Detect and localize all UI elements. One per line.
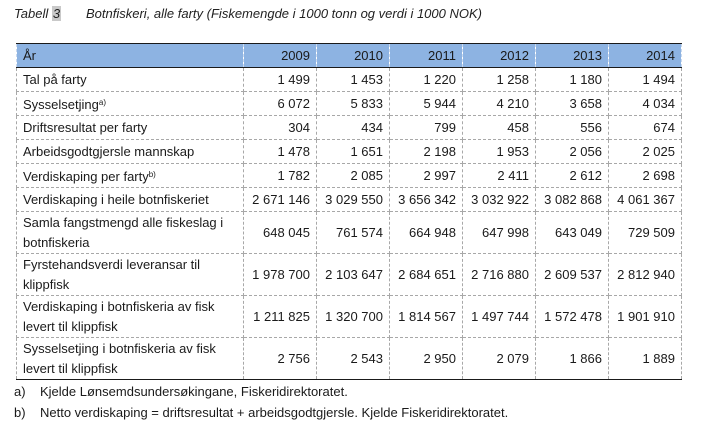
row-label: Arbeidsgodtgjersle mannskap: [23, 143, 195, 159]
value-cell: 1 478: [244, 140, 317, 164]
value-cell: 3 029 550: [317, 188, 390, 212]
table-row: [17, 68, 682, 92]
row-label: Sysselsetjing: [23, 96, 99, 112]
value-cell: 2 812 940: [609, 254, 682, 296]
value-cell: 1 889: [609, 338, 682, 380]
row-label: Tal på farty: [23, 71, 87, 87]
value-cell: 2 025: [609, 140, 682, 164]
value-cell: 1 258: [463, 68, 536, 92]
value-cell: 1 901 910: [609, 296, 682, 338]
footnote-text: Netto verdiskaping = driftsresultat + arbeidsgodtgjersle. Kjelde Fiskeridirektoratet.: [40, 405, 509, 420]
value-cell: 1 782: [244, 164, 317, 188]
row-label-cell: [17, 68, 244, 92]
value-cell: 2 079: [463, 338, 536, 380]
value-cell: 648 045: [244, 212, 317, 254]
value-cell: 729 509: [609, 212, 682, 254]
header-year: 2010: [317, 44, 390, 68]
value-cell: 674: [609, 116, 682, 140]
value-cell: 2 198: [390, 140, 463, 164]
header-year: 2014: [609, 44, 682, 68]
table-row: [17, 116, 682, 140]
table-caption: [14, 6, 482, 21]
data-table: [16, 43, 682, 380]
row-label: Sysselsetjing i botnfiskeria av fisk levert til klippfisk: [23, 340, 216, 376]
table-row: [17, 254, 682, 296]
table-row: [17, 338, 682, 380]
value-cell: 5 944: [390, 92, 463, 116]
value-cell: 304: [244, 116, 317, 140]
header-year: 2012: [463, 44, 536, 68]
value-cell: 3 082 868: [536, 188, 609, 212]
value-cell: 799: [390, 116, 463, 140]
value-cell: 664 948: [390, 212, 463, 254]
value-cell: 556: [536, 116, 609, 140]
value-cell: 1 572 478: [536, 296, 609, 338]
value-cell: 458: [463, 116, 536, 140]
value-cell: 2 612: [536, 164, 609, 188]
footnote-ref: b): [148, 169, 156, 179]
row-label-cell: [17, 140, 244, 164]
value-cell: 3 658: [536, 92, 609, 116]
value-cell: 2 698: [609, 164, 682, 188]
footnotes: [14, 381, 508, 423]
row-label: Driftsresultat per farty: [23, 119, 148, 135]
footnote-ref: a): [98, 97, 106, 107]
value-cell: 761 574: [317, 212, 390, 254]
value-cell: 1 651: [317, 140, 390, 164]
table-row: [17, 296, 682, 338]
row-label-cell: [17, 92, 244, 116]
header-year: 2009: [244, 44, 317, 68]
value-cell: 1 211 825: [244, 296, 317, 338]
value-cell: 2 756: [244, 338, 317, 380]
row-label-cell: [17, 296, 244, 338]
footnote-mark: b): [14, 405, 26, 420]
row-label-cell: [17, 254, 244, 296]
header-year: 2013: [536, 44, 609, 68]
value-cell: 3 656 342: [390, 188, 463, 212]
caption-title: Botnfiskeri, alle farty (Fiskemengde i 1000 tonn og verdi i 1000 NOK): [86, 6, 482, 21]
value-cell: 2 684 651: [390, 254, 463, 296]
header-year: 2011: [390, 44, 463, 68]
value-cell: 1 953: [463, 140, 536, 164]
value-cell: 2 543: [317, 338, 390, 380]
value-cell: 2 056: [536, 140, 609, 164]
footnote-mark: a): [14, 384, 26, 399]
table-row: [17, 212, 682, 254]
value-cell: 2 411: [463, 164, 536, 188]
value-cell: 1 866: [536, 338, 609, 380]
header-label: År: [17, 44, 244, 68]
row-label: Verdiskaping i heile botnfiskeriet: [23, 191, 209, 207]
footnote: [14, 381, 508, 402]
row-label-cell: [17, 116, 244, 140]
value-cell: 1 499: [244, 68, 317, 92]
row-label-cell: [17, 338, 244, 380]
value-cell: 647 998: [463, 212, 536, 254]
row-label: Verdiskaping i botnfiskeria av fisk levert til klippfisk: [23, 298, 215, 334]
value-cell: 4 061 367: [609, 188, 682, 212]
value-cell: 1 453: [317, 68, 390, 92]
caption-label: Tabell: [14, 6, 49, 21]
value-cell: 643 049: [536, 212, 609, 254]
value-cell: 2 103 647: [317, 254, 390, 296]
footnote: [14, 402, 508, 423]
value-cell: 2 950: [390, 338, 463, 380]
value-cell: 1 220: [390, 68, 463, 92]
value-cell: 6 072: [244, 92, 317, 116]
table-row: [17, 140, 682, 164]
row-label-cell: [17, 164, 244, 188]
value-cell: 1 978 700: [244, 254, 317, 296]
value-cell: 2 609 537: [536, 254, 609, 296]
value-cell: 2 671 146: [244, 188, 317, 212]
row-label: Verdiskaping per farty: [23, 168, 149, 184]
table-row: [17, 92, 682, 116]
value-cell: 2 997: [390, 164, 463, 188]
table-row: [17, 188, 682, 212]
value-cell: 1 497 744: [463, 296, 536, 338]
value-cell: 1 180: [536, 68, 609, 92]
row-label-cell: [17, 212, 244, 254]
value-cell: 4 210: [463, 92, 536, 116]
value-cell: 2 716 880: [463, 254, 536, 296]
row-label: Fyrstehandsverdi leveransar til klippfisk: [23, 256, 201, 292]
value-cell: 4 034: [609, 92, 682, 116]
value-cell: 1 494: [609, 68, 682, 92]
row-label-cell: [17, 188, 244, 212]
table-row: [17, 164, 682, 188]
value-cell: 434: [317, 116, 390, 140]
footnote-text: Kjelde Lønsemdsundersøkingane, Fiskeridirektoratet.: [40, 384, 348, 399]
value-cell: 5 833: [317, 92, 390, 116]
row-label: Samla fangstmengd alle fiskeslag i botnfiskeria: [23, 214, 224, 250]
value-cell: 2 085: [317, 164, 390, 188]
value-cell: 1 320 700: [317, 296, 390, 338]
value-cell: 1 814 567: [390, 296, 463, 338]
value-cell: 3 032 922: [463, 188, 536, 212]
caption-number: 3: [52, 6, 61, 21]
header-row: [17, 44, 682, 68]
